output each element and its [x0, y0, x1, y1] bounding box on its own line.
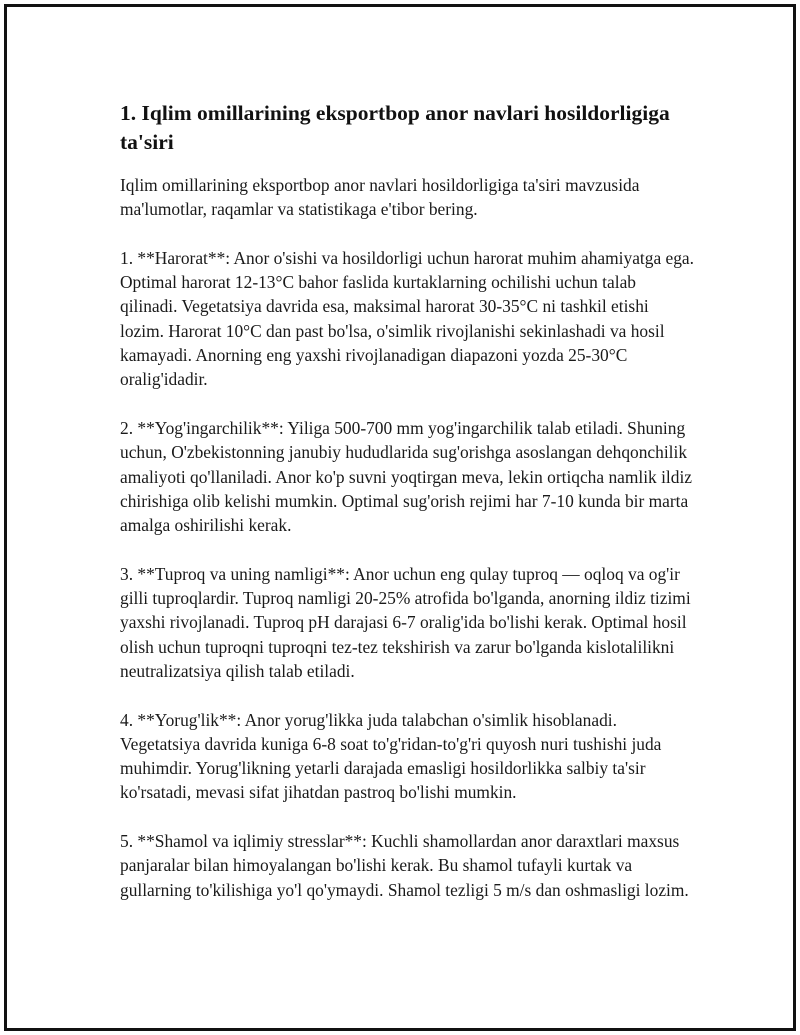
section-harorat: 1. **Harorat**: Anor o'sishi va hosildorligi uchun harorat muhim ahamiyatga ega. Optimal harorat 12-13°C bahor faslida kurtaklarning ochilishi uchun talab qilinadi. Vegetatsiya davrida esa, maksimal harorat 30-35°C ni tashkil etishi lozim. Harorat 10°C dan past bo'lsa, o'simlik rivojlanishi sekinlashadi va hosil kamayadi. Anorning eng yaxshi rivojlanadigan diapazoni yozda 25-30°C oralig'idadir.	[120, 247, 695, 390]
section-shamol: 5. **Shamol va iqlimiy stresslar**: Kuchli shamollardan anor daraxtlari maxsus panjaralar bilan himoyalangan bo'lishi kerak. Bu shamol tufayli kurtak va gullarning to'kilishiga yo'l qo'ymaydi. Shamol tezligi 5 m/s dan oshmasligi lozim.	[120, 831, 689, 900]
section-yogingarchilik: 2. **Yog'ingarchilik**: Yiliga 500-700 mm yog'ingarchilik talab etiladi. Shuning uchun, O'zbekistonning janubiy hududlarida sug'orishga asoslangan dehqonchilik amaliyoti qo'llaniladi. Anor ko'p suvni yoqtirgan meva, lekin ortiqcha namlik ildiz chirishiga olib kelishi mumkin. Optimal sug'orish rejimi har 7-10 kunda bir marta amalga oshirilishi kerak.	[120, 417, 693, 536]
page-frame	[4, 4, 796, 1031]
section-tuproq: 3. **Tuproq va uning namligi**: Anor uchun eng qulay tuproq — oqloq va og'ir gilli tuproqlardir. Tuproq namligi 20-25% atrofida bo'lganda, anorning ildiz tizimi yaxshi rivojlanadi. Tuproq pH darajasi 6-7 oralig'ida bo'lishi kerak. Optimal hosil olish uchun tuproqni tuproqni tez-tez tekshirish va zarur bo'lganda kislotalilikni neutralizatsiya qilish talab etiladi.	[120, 563, 691, 681]
intro-paragraph: Iqlim omillarining eksportbop anor navlari hosildorligiga ta'siri mavzusida ma'lumotlar, raqamlar va statistikaga e'tibor bering.	[120, 175, 640, 220]
section-yoruglik: 4. **Yorug'lik**: Anor yorug'likka juda talabchan o'simlik hisoblanadi. Vegetatsiya davrida kuniga 6-8 soat to'g'ridan-to'g'ri quyosh nuri tushishi juda muhimdir. Yorug'likning yetarli darajada emasligi hosildorlikka salbiy ta'sir ko'rsatadi, mevasi sifat jihatdan pastroq bo'lishi mumkin.	[120, 709, 662, 803]
document-body	[120, 99, 695, 926]
document-title: 1. Iqlim omillarining eksportbop anor navlari hosildorligiga ta'siri	[120, 101, 670, 154]
